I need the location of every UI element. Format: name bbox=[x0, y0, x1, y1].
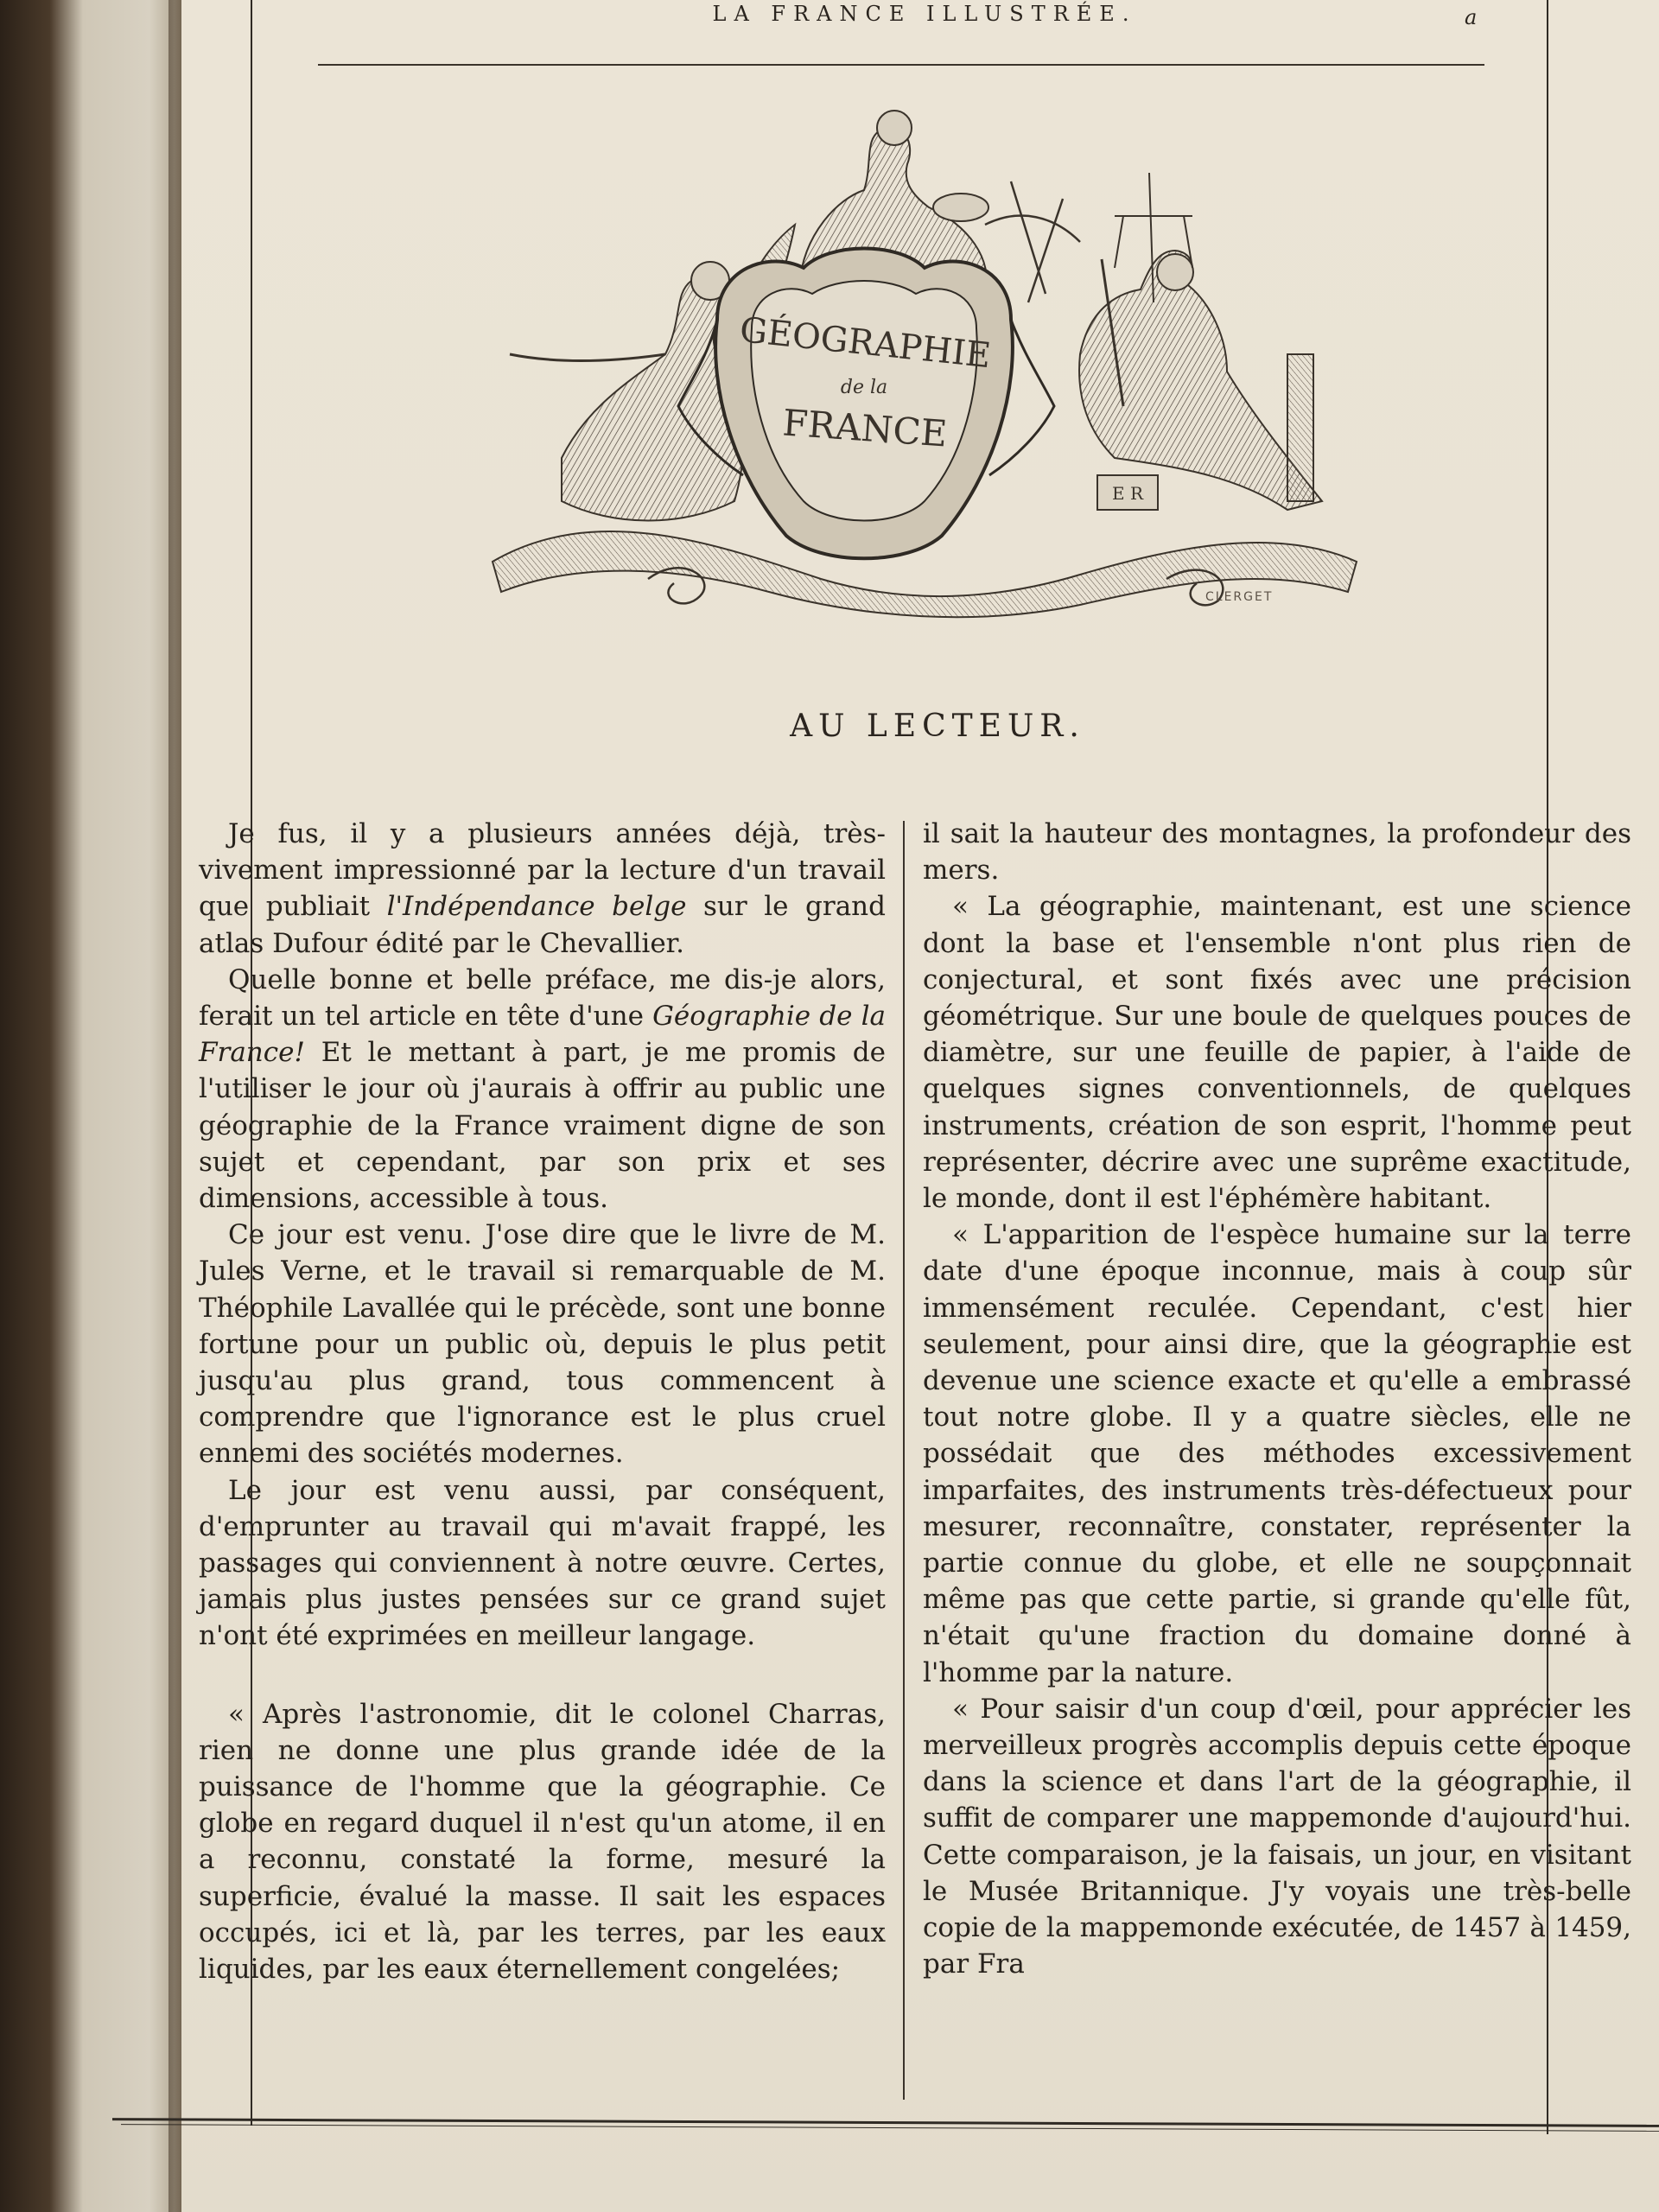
paragraph: Le jour est venu aussi, par conséquent, d'emprunter au travail qui m'avait frappé, les passages qui conviennent à notre œuvre. Certes, jamais plus justes pensées sur ce grand sujet n'ont été exprimées en meilleur langage. bbox=[199, 1474, 886, 1652]
header-rule bbox=[318, 64, 1484, 66]
central-shield bbox=[678, 249, 1054, 559]
paragraph: Je fus, il y a plusieurs années déjà, très-vivement impressionné par la lecture d'un travail que publiait l'Indépendance belge sur le grand atlas Dufour édité par le Chevallier. bbox=[199, 818, 886, 959]
engraver-signature: CLERGET bbox=[1205, 590, 1274, 604]
paragraph: « Pour saisir d'un coup d'œil, pour apprécier les merveilleux progrès accomplis depuis cette époque dans la science et dans l'art de la géographie, il suffit de comparer une mappemonde d'aujourd'hui. Cette comparaison, je la faisais, un jour, en visitant le Musée Britannique. J'y voyais une très-belle copie de la mappemonde exécutée, de 1457 à 1459, par Fra bbox=[923, 1693, 1631, 1980]
shield-text-de-la: de la bbox=[840, 377, 888, 398]
left-column bbox=[199, 816, 886, 1987]
right-figure-mercury bbox=[1079, 173, 1322, 510]
paragraph-quote: « Après l'astronomie, dit le colonel Charras, rien ne donne une plus grande idée de la puissance de l'homme que la géographie. Ce globe en regard duquel il n'est qu'un atome, il en a reconnu, constaté la forme, mesuré la superficie, évalué la masse. Il sait les espaces occupés, ici et là, par les terres, par les eaux liquides, par les eaux éternellement congelées; bbox=[199, 1698, 886, 1986]
initials: E R bbox=[1111, 483, 1144, 504]
paragraph: Quelle bonne et belle préface, me dis-je alors, ferait un tel article en tête d'une Géographie de la France! Et le mettant à part, je me promis de l'utiliser le jour où j'aurais à offrir au public une géographie de la France vraiment digne de son sujet et cependant, par son prix et ses dimensions, accessible à tous. bbox=[199, 963, 886, 1215]
page-letter: a bbox=[1465, 5, 1478, 29]
paragraph: il sait la hauteur des montagnes, la profondeur des mers. bbox=[923, 818, 1631, 887]
engraved-vignette bbox=[458, 95, 1374, 631]
paragraph: Ce jour est venu. J'ose dire que le livre de M. Jules Verne, et le travail si remarquable de M. Théophile Lavallée qui le précède, sont une bonne fortune pour un public où, depuis le plus petit jusqu'au plus grand, tous commencent à comprendre que l'ignorance est le plus cruel ennemi des sociétés modernes. bbox=[199, 1219, 886, 1470]
column-rule bbox=[903, 821, 905, 2100]
paragraph: « La géographie, maintenant, est une science dont la base et l'ensemble n'ont plus rien de conjectural, et sont fixés avec une précision géométrique. Sur une boule de quelques pouces de diamètre, sur une feuille de papier, à l'aide de quelques signes conventionnels, de quelques instruments, création de son esprit, l'homme peut représenter, décrire avec une suprême exactitude, le monde, dont il est l'éphémère habitant. bbox=[923, 891, 1631, 1215]
article-title: AU LECTEUR. bbox=[790, 709, 1085, 744]
paragraph: « L'apparition de l'espèce humaine sur la terre date d'une époque inconnue, mais à coup sûr immensément reculée. Cependant, c'est hier seulement, pour ainsi dire, que la géographie est devenue une science exacte et qu'elle a embrassé tout notre globe. Il y a quatre siècles, elle ne possédait que des méthodes excessivement imparfaites, des instruments très-défectueux pour mesurer, reconnaître, constater, représenter la partie connue du globe, et elle ne soupçonnait même pas que cette partie, si grande qu'elle fût, n'était qu'une fraction du domaine donné à l'homme par la nature. bbox=[923, 1219, 1631, 1688]
running-head: LA FRANCE ILLUSTRÉE. bbox=[712, 2, 1137, 26]
right-column bbox=[923, 816, 1631, 1983]
shield-text-france: FRANCE bbox=[781, 401, 949, 455]
shield-text-geographie: GÉOGRAPHIE bbox=[737, 309, 993, 377]
